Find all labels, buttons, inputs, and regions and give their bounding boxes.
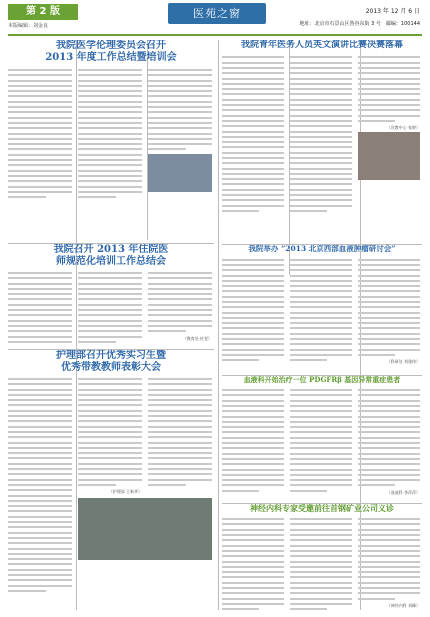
article-resident-training bbox=[8, 244, 214, 344]
article-title: 神经内科专家受邀前往首钢矿业公司义诊 bbox=[250, 504, 394, 513]
address-line: 地址：北京市石景山区鲁谷东街 3 号 邮编：100144 bbox=[299, 21, 420, 27]
article-body bbox=[222, 259, 422, 367]
article-title: 我院召开 2013 年住院医 bbox=[53, 244, 169, 255]
article-subtitle: 2013 年度工作总结暨培训会 bbox=[45, 51, 177, 63]
section-logo: 医苑之窗 bbox=[168, 3, 266, 24]
article-title: 我院医学伦理委员会召开 bbox=[56, 40, 166, 51]
article-byline: （神经内科 刘峰） bbox=[386, 602, 420, 608]
article-english-speech bbox=[222, 40, 422, 240]
article-subtitle: 优秀带教教师表彰大会 bbox=[61, 361, 161, 373]
article-title: 护理部召开优秀实习生暨 bbox=[56, 350, 166, 361]
article-body bbox=[222, 389, 422, 497]
article-body bbox=[8, 272, 214, 344]
masthead bbox=[0, 0, 430, 38]
article-byline: （护理部 王新华） bbox=[108, 489, 142, 495]
header-rule bbox=[8, 34, 422, 36]
article-byline: （宣教中心 张婷） bbox=[386, 125, 420, 131]
article-title: 我院举办 “2013 北京西部血液肿瘤研讨会” bbox=[248, 245, 396, 253]
editor-credit: 本版编辑：刘金良 bbox=[8, 23, 49, 29]
article-body bbox=[8, 69, 214, 201]
article-title: 我院青年医务人员英文演讲比赛决赛落幕 bbox=[240, 40, 403, 50]
article-nursing-awards bbox=[8, 350, 214, 610]
issue-date: 2013 年 12 月 6 日 bbox=[365, 8, 420, 15]
article-body bbox=[222, 518, 422, 610]
article-byline: （血液科 李萍萍） bbox=[386, 489, 420, 495]
article-subtitle: 师规范化培训工作总结会 bbox=[56, 255, 166, 267]
article-ethics-committee bbox=[8, 40, 214, 240]
meeting-photo bbox=[148, 154, 212, 192]
article-neurology-clinic bbox=[222, 504, 422, 610]
speech-contest-photo bbox=[358, 132, 420, 180]
page-number-label: 第 2 版 bbox=[8, 4, 78, 20]
article-hematology-seminar bbox=[222, 245, 422, 370]
article-title: 血液科开始治疗一位 PDGFRβ 基因异常重症患者 bbox=[243, 376, 401, 384]
article-pdgfr-patient bbox=[222, 376, 422, 498]
article-byline: （教育处 杜雯） bbox=[182, 335, 212, 341]
article-body bbox=[222, 56, 422, 215]
awards-group-photo bbox=[78, 498, 212, 560]
column-divider bbox=[218, 40, 219, 610]
article-body bbox=[8, 378, 214, 595]
article-byline: （科研处 刘建伟） bbox=[386, 359, 420, 365]
